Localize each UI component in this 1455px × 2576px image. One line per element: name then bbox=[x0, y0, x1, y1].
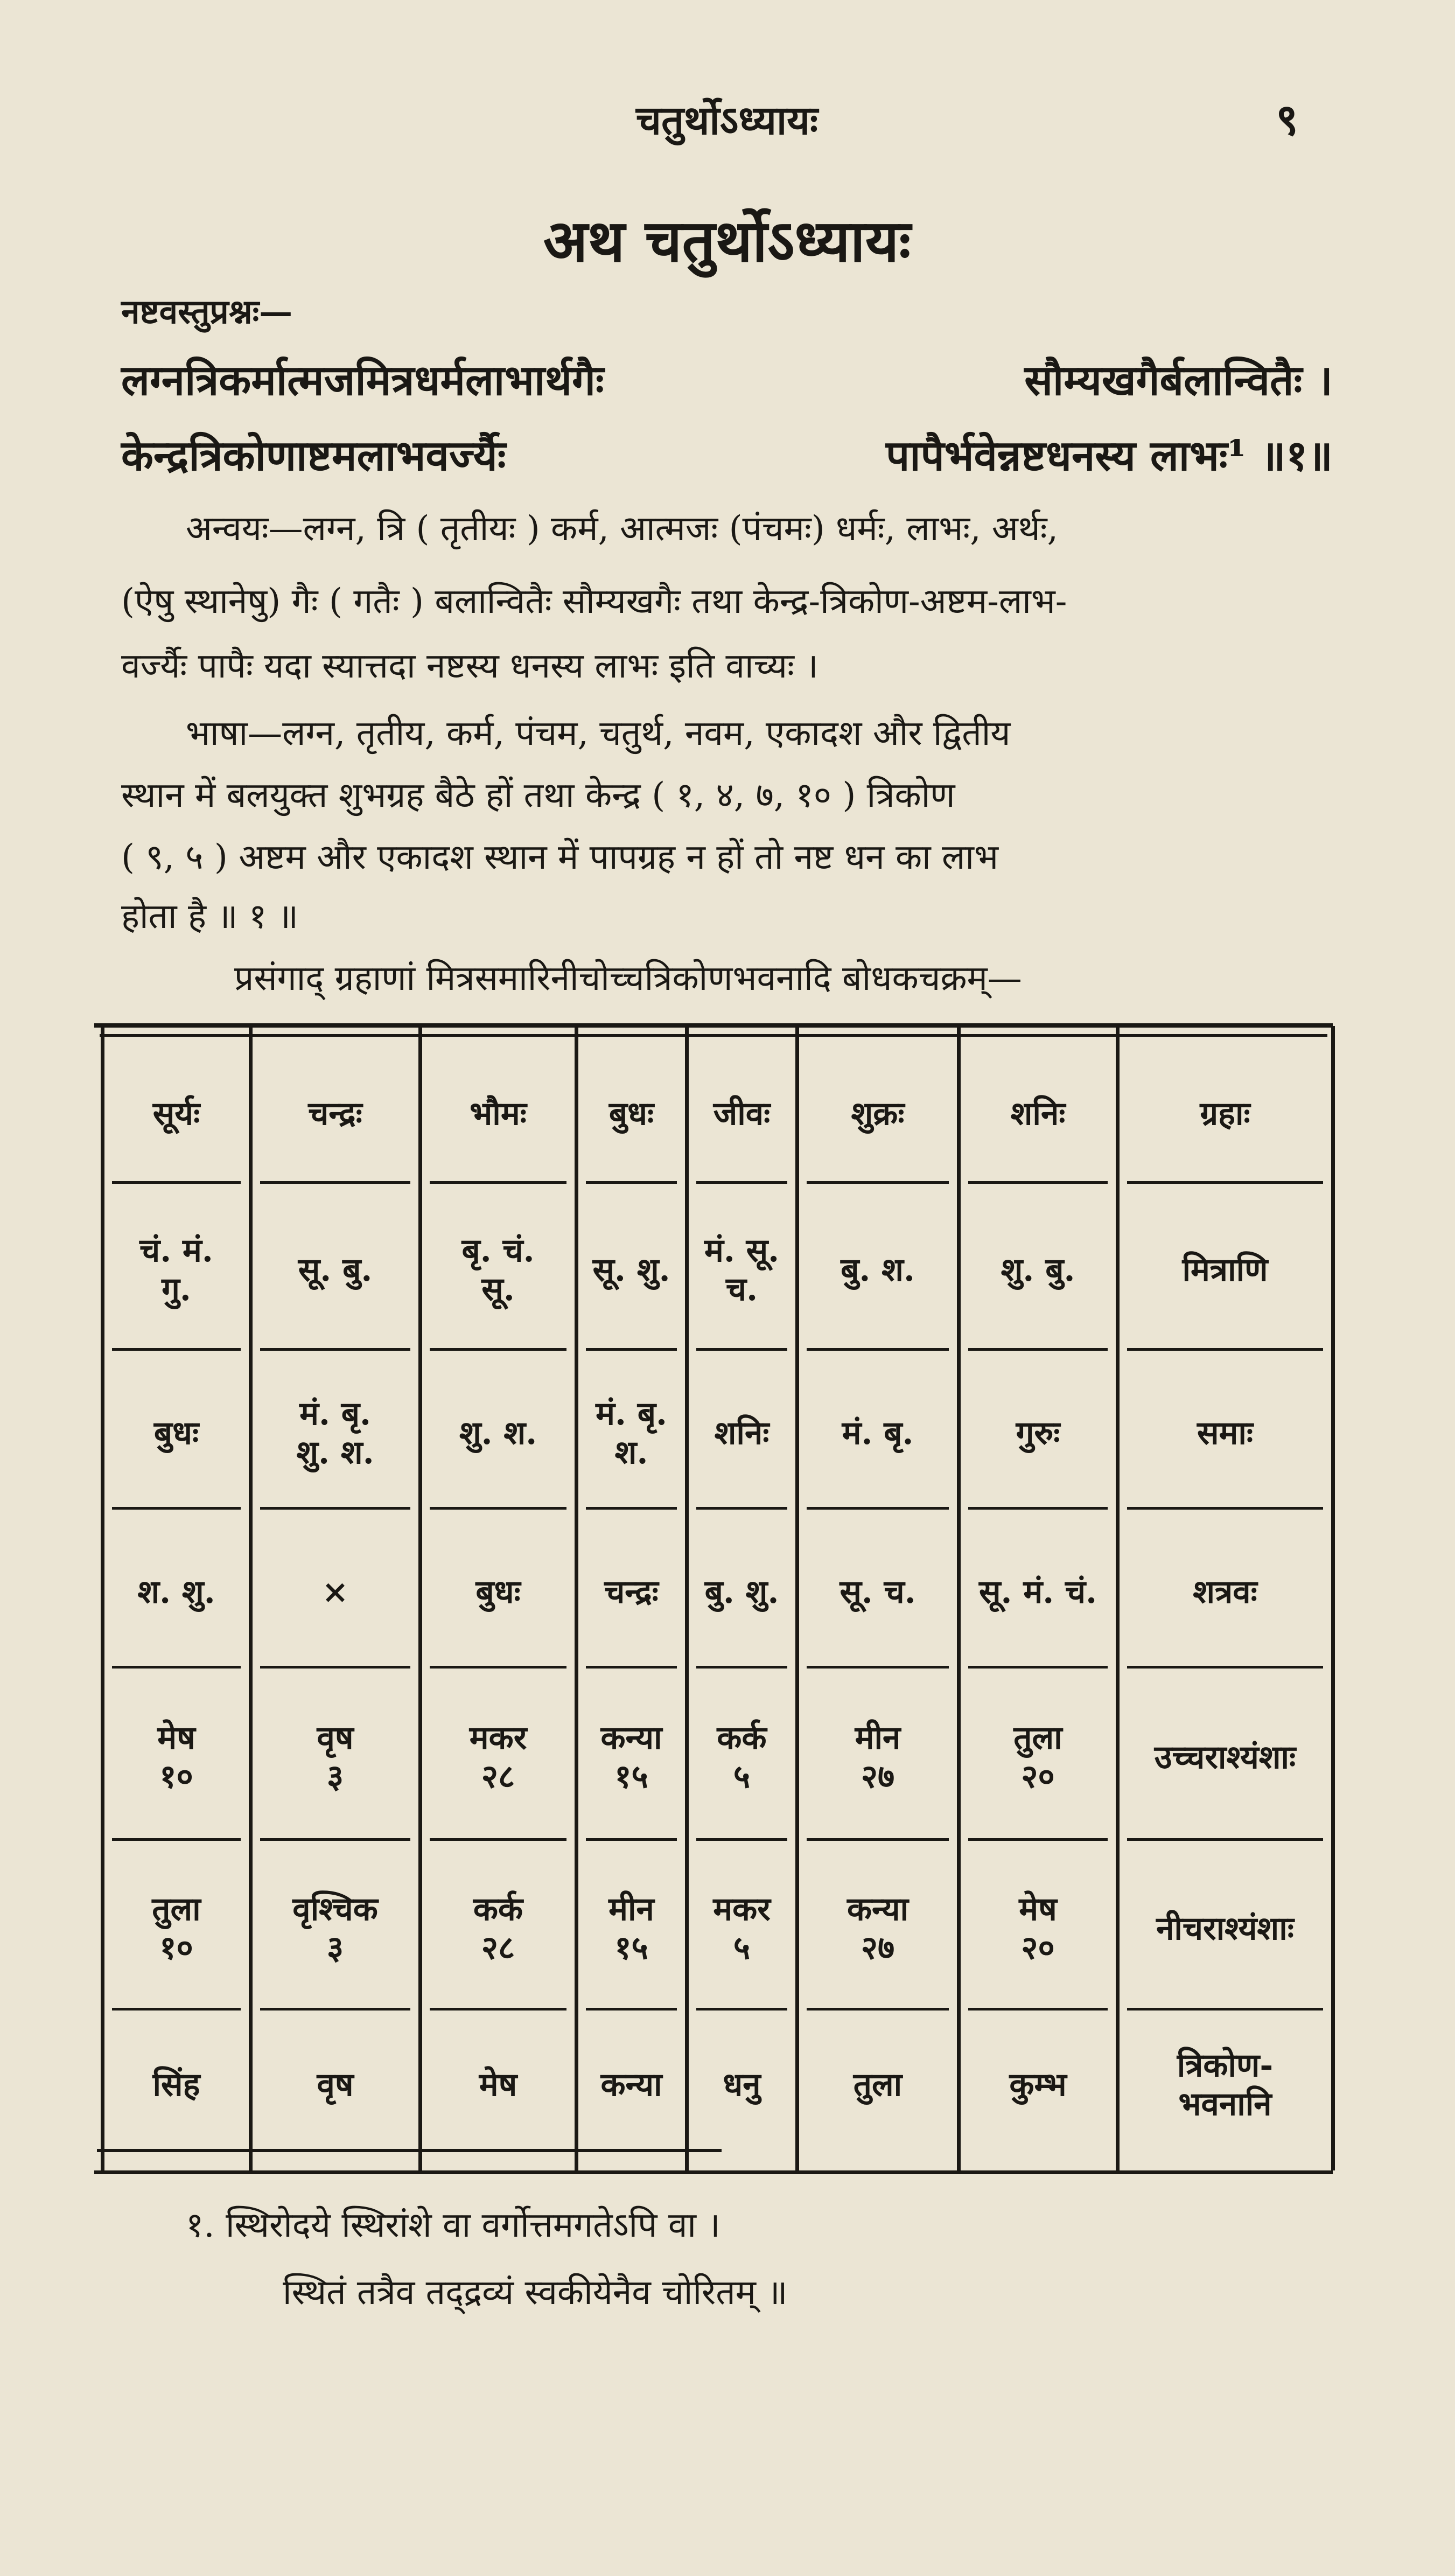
row-separator bbox=[968, 2008, 1108, 2010]
row-separator bbox=[260, 2008, 410, 2010]
table-bottom-rule bbox=[94, 2170, 1333, 2174]
table-cell: सू. च. bbox=[840, 1573, 916, 1611]
row-separator bbox=[430, 1181, 566, 1184]
table-cell: मं. बृ. शु. श. bbox=[296, 1394, 374, 1471]
table-cell: मेष bbox=[479, 2065, 517, 2104]
row-separator bbox=[696, 1838, 787, 1841]
table-cell: कर्क ५ bbox=[717, 1719, 767, 1796]
table-cell: × bbox=[321, 1573, 349, 1611]
chapter-title: अथ चतुर्थोऽध्यायः bbox=[543, 207, 911, 275]
table-cell: श. शु. bbox=[137, 1573, 215, 1611]
table-column-rule bbox=[101, 1026, 104, 2170]
row-separator bbox=[260, 1181, 410, 1184]
verse-line-1-part-a: लग्नत्रिकर्मात्मजमित्रधर्मलाभार्थगैः bbox=[121, 356, 604, 405]
table-cell: मीन १५ bbox=[608, 1890, 654, 1967]
anvaya-line: (ऐषु स्थानेषु) गैः ( गतैः ) बलान्वितैः सौम्यखगैः तथा केन्द्र-त्रिकोण-अष्टम-लाभ- bbox=[121, 582, 1067, 622]
row-separator bbox=[586, 1666, 677, 1669]
page-number: ९ bbox=[1276, 94, 1298, 145]
table-cell: बु. शु. bbox=[704, 1573, 779, 1611]
row-separator bbox=[112, 1181, 241, 1184]
row-separator bbox=[586, 1348, 677, 1351]
table-cell: त्रिकोण- भवनानि bbox=[1177, 2046, 1274, 2123]
row-separator bbox=[968, 1666, 1108, 1669]
row-separator bbox=[260, 1838, 410, 1841]
table-caption: प्रसंगाद् ग्रहाणां मित्रसमारिनीचोच्चत्रिकोणभवनादि बोधकचक्रम्— bbox=[234, 959, 1022, 999]
footnote-line-1: १. स्थिरोदये स्थिरांशे वा वर्गोत्तमगतेऽपि वा । bbox=[186, 2205, 720, 2245]
row-separator bbox=[112, 2008, 241, 2010]
row-separator bbox=[696, 1181, 787, 1184]
table-cell: चं. मं. गु. bbox=[139, 1232, 213, 1308]
row-separator bbox=[260, 1666, 410, 1669]
row-separator bbox=[696, 1348, 787, 1351]
table-cell: मकर २८ bbox=[469, 1719, 527, 1796]
row-separator bbox=[807, 1348, 949, 1351]
verse-line-1-part-b: सौम्यखगैर्बलान्वितैः । bbox=[1024, 356, 1333, 405]
row-separator bbox=[112, 1838, 241, 1841]
table-cell: वृश्चिक ३ bbox=[292, 1890, 378, 1967]
table-cell: चन्द्रः bbox=[604, 1573, 659, 1611]
table-column-rule bbox=[1331, 1026, 1335, 2170]
table-cell: सू. बु. bbox=[298, 1251, 373, 1289]
table-cell: मीन २७ bbox=[855, 1719, 901, 1796]
table-column-rule bbox=[685, 1026, 689, 2170]
table-header-cell: शनिः bbox=[1010, 1095, 1066, 1133]
table-cell: मेष २० bbox=[1019, 1890, 1057, 1967]
table-cell: तुला १० bbox=[152, 1890, 201, 1967]
table-header-cell: बुधः bbox=[608, 1095, 654, 1133]
verse-line-2-part-a: केन्द्रत्रिकोणाष्टमलाभवर्ज्यैः bbox=[121, 431, 506, 480]
table-cell: मेष १० bbox=[157, 1719, 195, 1796]
table-header-cell: जीवः bbox=[713, 1095, 771, 1133]
row-separator bbox=[260, 1507, 410, 1510]
row-separator bbox=[968, 1348, 1108, 1351]
table-cell: सिंह bbox=[152, 2065, 200, 2104]
table-cell: मकर ५ bbox=[713, 1890, 771, 1967]
section-label: नष्टवस्तुप्रश्नः— bbox=[121, 292, 293, 331]
row-separator bbox=[807, 1181, 949, 1184]
table-header-cell: शुक्रः bbox=[851, 1095, 905, 1133]
row-separator bbox=[968, 1507, 1108, 1510]
bhasha-line: स्थान में बलयुक्त शुभग्रह बैठे हों तथा केन्द्र ( १, ४, ७, १० ) त्रिकोण bbox=[121, 776, 955, 815]
table-cell: समाः bbox=[1197, 1414, 1254, 1452]
footnote-line-2: स्थितं तत्रैव तद्द्रव्यं स्वकीयेनैव चोरितम् ॥ bbox=[283, 2273, 788, 2313]
row-separator bbox=[696, 1666, 787, 1669]
anvaya-line: अन्वयः—लग्न, त्रि ( तृतीयः ) कर्म, आत्मजः (पंचमः) धर्मः, लाभः, अर्थः, bbox=[186, 509, 1058, 549]
row-separator bbox=[1127, 1348, 1323, 1351]
bhasha-line: भाषा—लग्न, तृतीय, कर्म, पंचम, चतुर्थ, नवम, एकादश और द्वितीय bbox=[186, 714, 1011, 753]
row-separator bbox=[112, 1666, 241, 1669]
row-separator bbox=[696, 2008, 787, 2010]
table-column-rule bbox=[249, 1026, 253, 2170]
table-cell: वृष bbox=[317, 2065, 354, 2104]
table-cell: वृष ३ bbox=[317, 1719, 354, 1796]
row-separator bbox=[1127, 1838, 1323, 1841]
table-top-rule-inner bbox=[100, 1034, 1327, 1037]
row-separator bbox=[807, 2008, 949, 2010]
row-separator bbox=[807, 1507, 949, 1510]
table-cell: कन्या १५ bbox=[600, 1719, 662, 1796]
row-separator bbox=[586, 1181, 677, 1184]
table-cell: बु. श. bbox=[841, 1251, 915, 1289]
table-cell: तुला bbox=[853, 2065, 903, 2104]
row-separator bbox=[260, 1348, 410, 1351]
anvaya-line: वर्ज्यैः पापैः यदा स्यात्तदा नष्टस्य धनस्य लाभः इति वाच्यः । bbox=[121, 646, 819, 686]
table-cell: कन्या bbox=[600, 2065, 662, 2104]
table-cell: बृ. चं. सू. bbox=[461, 1232, 535, 1308]
row-separator bbox=[696, 1507, 787, 1510]
row-separator bbox=[430, 1838, 566, 1841]
table-cell: कर्क २८ bbox=[473, 1890, 523, 1967]
table-header-cell: चन्द्रः bbox=[308, 1095, 362, 1133]
table-header-cell: सूर्यः bbox=[152, 1095, 200, 1133]
row-separator bbox=[430, 1348, 566, 1351]
table-cell: मं. बृ. श. bbox=[596, 1394, 667, 1471]
table-cell: शु. बु. bbox=[1001, 1251, 1075, 1289]
row-separator bbox=[1127, 1181, 1323, 1184]
table-cell: उच्चराश्यंशाः bbox=[1154, 1739, 1296, 1776]
table-cell: बुधः bbox=[475, 1573, 521, 1611]
table-cell: कन्या २७ bbox=[847, 1890, 909, 1967]
table-cell: कुम्भ bbox=[1009, 2065, 1067, 2104]
table-cell: तुला २० bbox=[1013, 1719, 1062, 1796]
table-column-rule bbox=[1116, 1026, 1120, 2170]
table-column-rule bbox=[795, 1026, 799, 2170]
footnote-rule bbox=[97, 2149, 722, 2152]
table-cell: धनु bbox=[723, 2065, 761, 2104]
row-separator bbox=[1127, 1666, 1323, 1669]
row-separator bbox=[430, 1507, 566, 1510]
row-separator bbox=[586, 1838, 677, 1841]
row-separator bbox=[1127, 2008, 1323, 2010]
table-cell: सू. मं. चं. bbox=[979, 1573, 1097, 1611]
table-header-cell: ग्रहाः bbox=[1200, 1095, 1250, 1133]
table-column-rule bbox=[957, 1026, 961, 2170]
row-separator bbox=[430, 1666, 566, 1669]
row-separator bbox=[430, 2008, 566, 2010]
table-cell: सू. शु. bbox=[592, 1251, 670, 1289]
row-separator bbox=[968, 1181, 1108, 1184]
bhasha-line: ( ९, ५ ) अष्टम और एकादश स्थान में पापग्रह न हों तो नष्ट धन का लाभ bbox=[121, 837, 998, 877]
table-cell: मित्राणि bbox=[1182, 1251, 1268, 1289]
table-cell: शनिः bbox=[714, 1414, 770, 1452]
table-cell: बुधः bbox=[153, 1414, 199, 1452]
verse-line-2-part-b: पापैर्भवेन्नष्टधनस्य लाभः¹ ॥१॥ bbox=[885, 431, 1333, 480]
table-header-cell: भौमः bbox=[470, 1095, 527, 1133]
table-cell: शु. श. bbox=[459, 1414, 537, 1452]
row-separator bbox=[586, 2008, 677, 2010]
row-separator bbox=[807, 1666, 949, 1669]
row-separator bbox=[968, 1838, 1108, 1841]
bhasha-line: होता है ॥ १ ॥ bbox=[121, 897, 298, 937]
row-separator bbox=[807, 1838, 949, 1841]
table-cell: नीचराश्यंशाः bbox=[1156, 1909, 1294, 1947]
row-separator bbox=[586, 1507, 677, 1510]
table-column-rule bbox=[575, 1026, 578, 2170]
table-column-rule bbox=[418, 1026, 422, 2170]
row-separator bbox=[1127, 1507, 1323, 1510]
table-cell: मं. सू. च. bbox=[704, 1232, 780, 1308]
table-top-rule bbox=[94, 1023, 1333, 1028]
row-separator bbox=[112, 1348, 241, 1351]
row-separator bbox=[112, 1507, 241, 1510]
table-cell: शत्रवः bbox=[1193, 1573, 1257, 1611]
running-head: चतुर्थोऽध्यायः bbox=[636, 97, 818, 144]
table-cell: मं. बृ. bbox=[842, 1414, 914, 1452]
table-cell: गुरुः bbox=[1016, 1414, 1060, 1452]
